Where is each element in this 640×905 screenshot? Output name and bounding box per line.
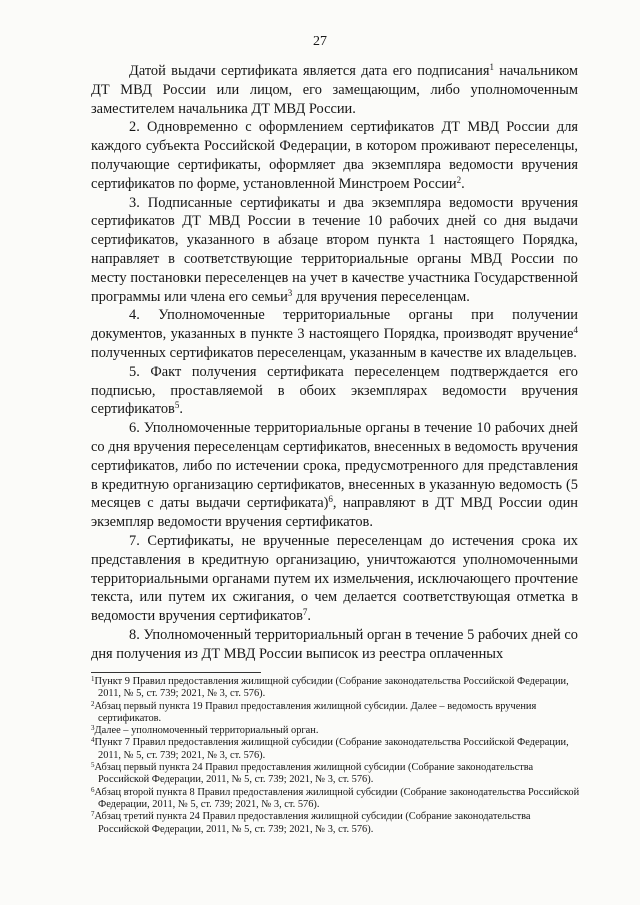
page-number: 27 — [313, 34, 327, 49]
footnote-ref: 4 — [573, 325, 578, 336]
paragraph: 2. Одновременно с оформлением сертификатов ДТ МВД России для каждого субъекта Российской Федерации, в котором проживают переселенцы, получающие сертификаты, оформляет два экземпляра ведомости вручения сертификатов по форме, установленной Минстроем России$^2$. — [91, 119, 578, 192]
footnote: $^7$Абзац третий пункта 24 Правил предоставления жилищной субсидии (Собрание законодательства Российской Федерации, 2011, № 5, ст. 739; 2021, № 3, ст. 576). — [91, 810, 531, 835]
paragraph: Датой выдачи сертификата является дата его подписания$^1$ начальником ДТ МВД России или лицом, его замещающим, либо уполномоченным заместителем начальника ДТ МВД России. — [91, 62, 579, 117]
paragraph: 3. Подписанные сертификаты и два экземпляра ведомости вручения сертификатов ДТ МВД России в течение 10 рабочих дней со дня выдачи сертификатов, указанного в абзаце втором пункта 1 настоящего Порядка, направляет в соответствующие территориальные органы МВД России по месту постановки переселенцев на учет в качестве участника Государственной программы или члена его семьи$^3$ для вручения переселенцам. — [91, 194, 578, 305]
footnote: $^4$Пункт 7 Правил предоставления жилищной субсидии (Собрание законодательства Российской Федерации, 2011, № 5, ст. 739; 2021, № 3, ст. 576). — [91, 736, 569, 761]
footnote-ref: 5 — [174, 400, 180, 411]
paragraph: 4. Уполномоченные территориальные органы при получении документов, указанных в пункте 3 настоящего Порядка, производят вручение$^4$ полученных сертификатов переселенцам, указанным в качестве их владельцев. — [91, 307, 578, 361]
footnote-ref: 2 — [456, 174, 462, 185]
paragraph: 5. Факт получения сертификата переселенцем подтверждается его подписью, проставляемой в обоих экземплярах ведомости вручения сертификатов$^5$. — [91, 363, 578, 418]
footnote-ref: 3 — [287, 287, 293, 298]
footnotes — [91, 676, 583, 836]
footnote-ref: 1 — [489, 62, 494, 72]
footnote: $^6$Абзац второй пункта 8 Правил предоставления жилищной субсидии (Собрание законодательства Российской Федерации, 2011, № 5, ст. 739; 2021, № 3, ст. 576). — [91, 785, 580, 810]
footnote-ref: 6 — [328, 494, 333, 505]
paragraph: 7. Сертификаты, не врученные переселенцам до истечения срока их представления в кредитную организацию, уничтожаются уполномоченными территориальными органами путем их измельчения, исключающего прочтение текста, или путем их сжигания, о чем делается соответствующая отметка в ведомости вручения сертификатов$^7$. — [91, 532, 578, 625]
footnote: $^2$Абзац первый пункта 19 Правил предоставления жилищной субсидии. Далее – ведомость вручения сертификатов. — [91, 699, 537, 724]
footnote-ref: 7 — [302, 607, 308, 618]
body-text — [91, 62, 578, 664]
footnote: $^5$Абзац первый пункта 24 Правил предоставления жилищной субсидии (Собрание законодательства Российской Федерации, 2011, № 5, ст. 739; 2021, № 3, ст. 576). — [91, 761, 534, 786]
footnote: $^1$Пункт 9 Правил предоставления жилищной субсидии (Собрание законодательства Российской Федерации, 2011, № 5, ст. 739; 2021, № 3, ст. 576). — [91, 675, 569, 700]
footnote-divider — [91, 672, 261, 673]
footnote: $^3$Далее – уполномоченный территориальный орган. — [91, 724, 319, 737]
paragraph: 8. Уполномоченный территориальный орган в течение 5 рабочих дней со дня получения из ДТ МВД России выписок из реестра оплаченных — [91, 626, 578, 662]
paragraph: 6. Уполномоченные территориальные органы в течение 10 рабочих дней со дня вручения переселенцам сертификатов, внесенных в ведомость вручения сертификатов, либо по истечении срока, предусмотренного для представления в кредитную организацию сертификатов, внесенных в указанную ведомость (5 месяцев с даты выдачи сертификата)$^6$, направляют в ДТ МВД России один экземпляр ведомости вручения сертификатов. — [91, 420, 578, 531]
